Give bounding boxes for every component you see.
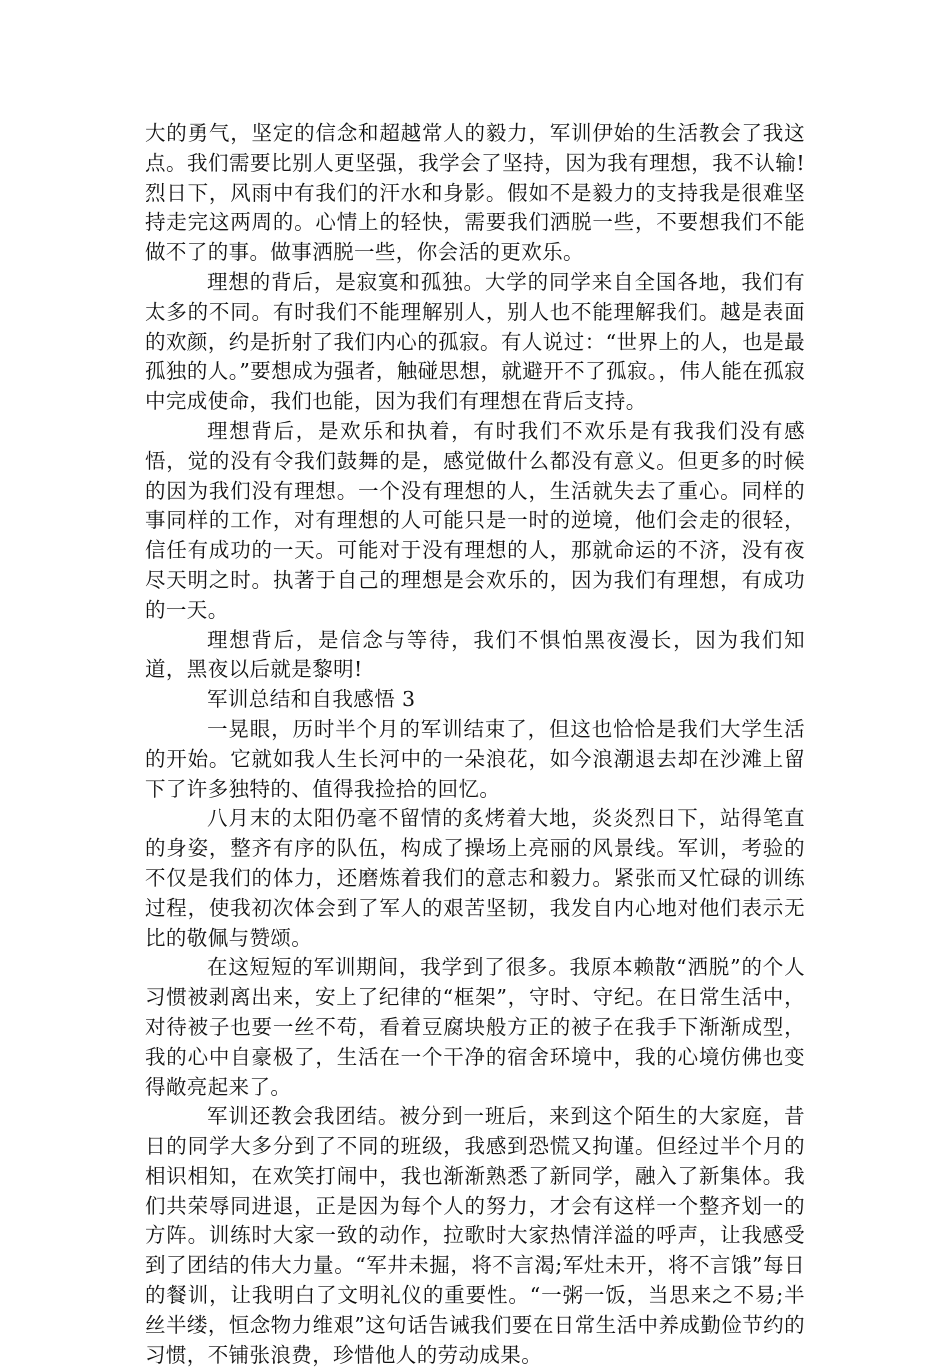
document-body bbox=[145, 119, 805, 1370]
paragraph-5: 一晃眼，历时半个月的军训结束了，但这也恰恰是我们大学生活的开始。它就如我人生长河中的一朵浪花，如今浪潮退去却在沙滩上留下了许多独特的、值得我捡拾的回忆。 bbox=[145, 716, 805, 801]
paragraph-4: 理想背后，是信念与等待，我们不惧怕黑夜漫长，因为我们知道，黑夜以后就是黎明! bbox=[145, 627, 805, 682]
section-heading: 军训总结和自我感悟 3 bbox=[207, 687, 416, 712]
paragraph-6: 八月末的太阳仍毫不留情的炙烤着大地，炎炎烈日下，站得笔直的身姿，整齐有序的队伍，构成了操场上亮丽的风景线。军训，考验的不仅是我们的体力，还磨炼着我们的意志和毅力。紧张而又忙碌的训练过程，使我初次体会到了军人的艰苦坚韧，我发自内心地对他们表示无比的敬佩与赞颂。 bbox=[145, 806, 805, 950]
paragraph-3: 理想背后，是欢乐和执着，有时我们不欢乐是有我我们没有感悟，觉的没有令我们鼓舞的是，感觉做什么都没有意义。但更多的时候的因为我们没有理想。一个没有理想的人，生活就失去了重心。同样的事同样的工作，对有理想的人可能只是一时的逆境，他们会走的很轻，信任有成功的一天。可能对于没有理想的人，那就命运的不济，没有夜尽天明之时。执著于自己的理想是会欢乐的，因为我们有理想，有成功的一天。 bbox=[145, 418, 805, 622]
paragraph-2: 理想的背后，是寂寞和孤独。大学的同学来自全国各地，我们有太多的不同。有时我们不能理解别人，别人也不能理解我们。越是表面的欢颜，约是折射了我们内心的孤寂。有人说过：“世界上的人，也是最孤独的人。”要想成为强者，触碰思想，就避开不了孤寂。，伟人能在孤寂中完成使命，我们也能，因为我们有理想在背后支持。 bbox=[145, 269, 805, 414]
paragraph-1: 大的勇气，坚定的信念和超越常人的毅力，军训伊始的生活教会了我这点。我们需要比别人更坚强，我学会了坚持，因为我有理想，我不认输!烈日下，风雨中有我们的汗水和身影。假如不是毅力的支持我是很难坚持走完这两周的。心情上的轻快，需要我们洒脱一些，不要想我们不能做不了的事。做事洒脱一些，你会活的更欢乐。 bbox=[145, 121, 805, 265]
paragraph-8: 军训还教会我团结。被分到一班后，来到这个陌生的大家庭，昔日的同学大多分到了不同的班级，我感到恐慌又拘谨。但经过半个月的相识相知，在欢笑打闹中，我也渐渐熟悉了新同学，融入了新集体。我们共荣辱同进退，正是因为每个人的努力，才会有这样一个整齐划一的方阵。训练时大家一致的动作，拉歌时大家热情洋溢的呼声，让我感受到了团结的伟大力量。“军井未掘，将不言渴;军灶未开，将不言饿”每日的餐训，让我明白了文明礼仪的重要性。“一粥一饭，当思来之不易;半丝半缕，恒念物力维艰”这句话告诫我们要在日常生活中养成勤俭节约的习惯，不铺张浪费，珍惜他人的劳动成果。 bbox=[145, 1104, 805, 1367]
paragraph-7: 在这短短的军训期间，我学到了很多。我原本赖散“洒脱”的个人习惯被剥离出来，安上了纪律的“框架”，守时、守纪。在日常生活中，对待被子也要一丝不苟，看着豆腐块般方正的被子在我手下渐渐成型，我的心中自豪极了，生活在一个干净的宿舍环境中，我的心境仿佛也变得敞亮起来了。 bbox=[145, 955, 805, 1099]
